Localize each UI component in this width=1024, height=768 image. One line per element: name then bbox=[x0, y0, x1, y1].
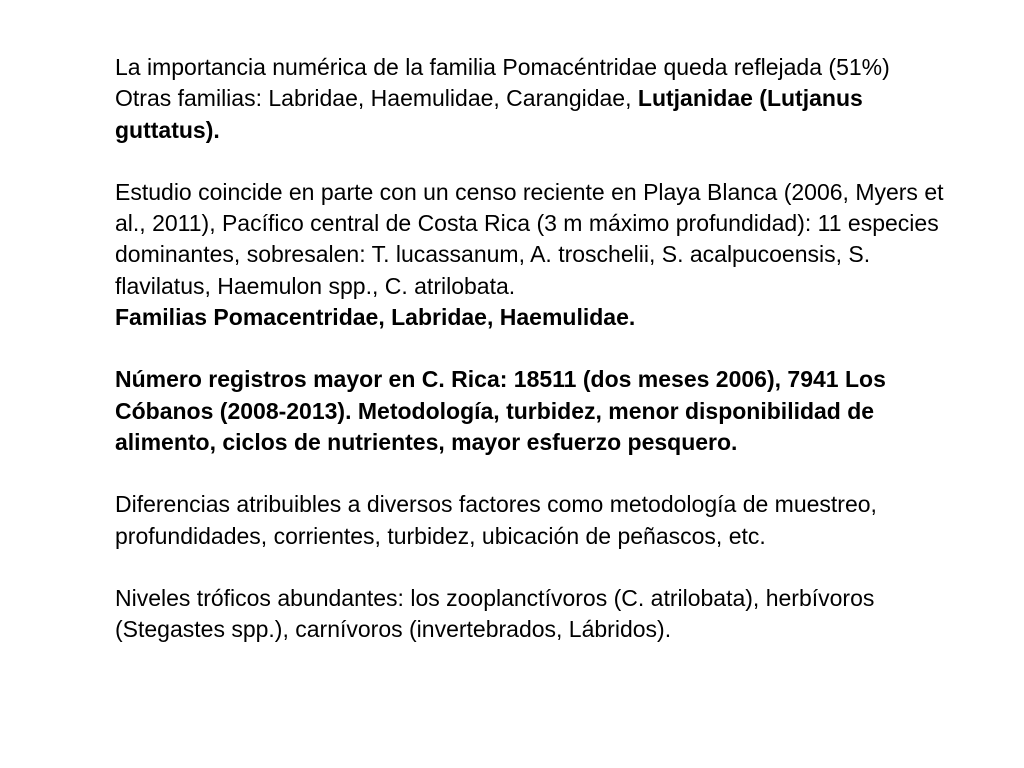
paragraph-spacer bbox=[115, 552, 945, 583]
paragraph-differences bbox=[115, 489, 945, 552]
families-bold-text: Familias Pomacentridae, Labridae, Haemulidae. bbox=[115, 304, 636, 331]
trophic-levels-text: Niveles tróficos abundantes: los zooplanctívoros (C. atrilobata), herbívoros (Stegastes spp.), carnívoros (invertebrados, Lábridos). bbox=[115, 584, 875, 643]
lutjanidae-bold-text: Lutjanidae (Lutjanus guttatus). bbox=[115, 85, 863, 143]
paragraph-spacer bbox=[115, 333, 945, 364]
slide-body bbox=[115, 52, 945, 645]
paragraph-spacer bbox=[115, 458, 945, 489]
paragraph-records-costa-rica bbox=[115, 364, 945, 458]
census-comparison-text: Estudio coincide en parte con un censo reciente en Playa Blanca (2006, Myers et al., 2011), Pacífico central de Costa Rica (3 m máximo profundidad): 11 especies dominantes, sobresalen: T. lucassanum, A. troschelii, S. acalpucoensis, S. flavilatus, Haemulon spp., C. atrilobata. bbox=[115, 178, 944, 299]
other-families-text: Otras familias: Labridae, Haemulidae, Carangidae, bbox=[115, 85, 638, 112]
differences-text: Diferencias atribuibles a diversos factores como metodología de muestreo, profundidades, corrientes, turbidez, ubicación de peñascos, etc. bbox=[115, 491, 877, 549]
paragraph-pomacentridae bbox=[115, 52, 945, 146]
paragraph-spacer bbox=[115, 146, 945, 177]
paragraph-trophic-levels bbox=[115, 583, 945, 646]
paragraph-playa-blanca-census bbox=[115, 177, 945, 333]
pomacentridae-importance-text: La importancia numérica de la familia Pomacéntridae queda reflejada (51%) bbox=[115, 54, 890, 80]
records-bold-text: Número registros mayor en C. Rica: 18511 (dos meses 2006), 7941 Los Cóbanos (2008-2013). Metodología, turbidez, menor disponibilidad de alimento, ciclos de nutrientes, mayor esfuerzo pesquero. bbox=[115, 366, 886, 455]
